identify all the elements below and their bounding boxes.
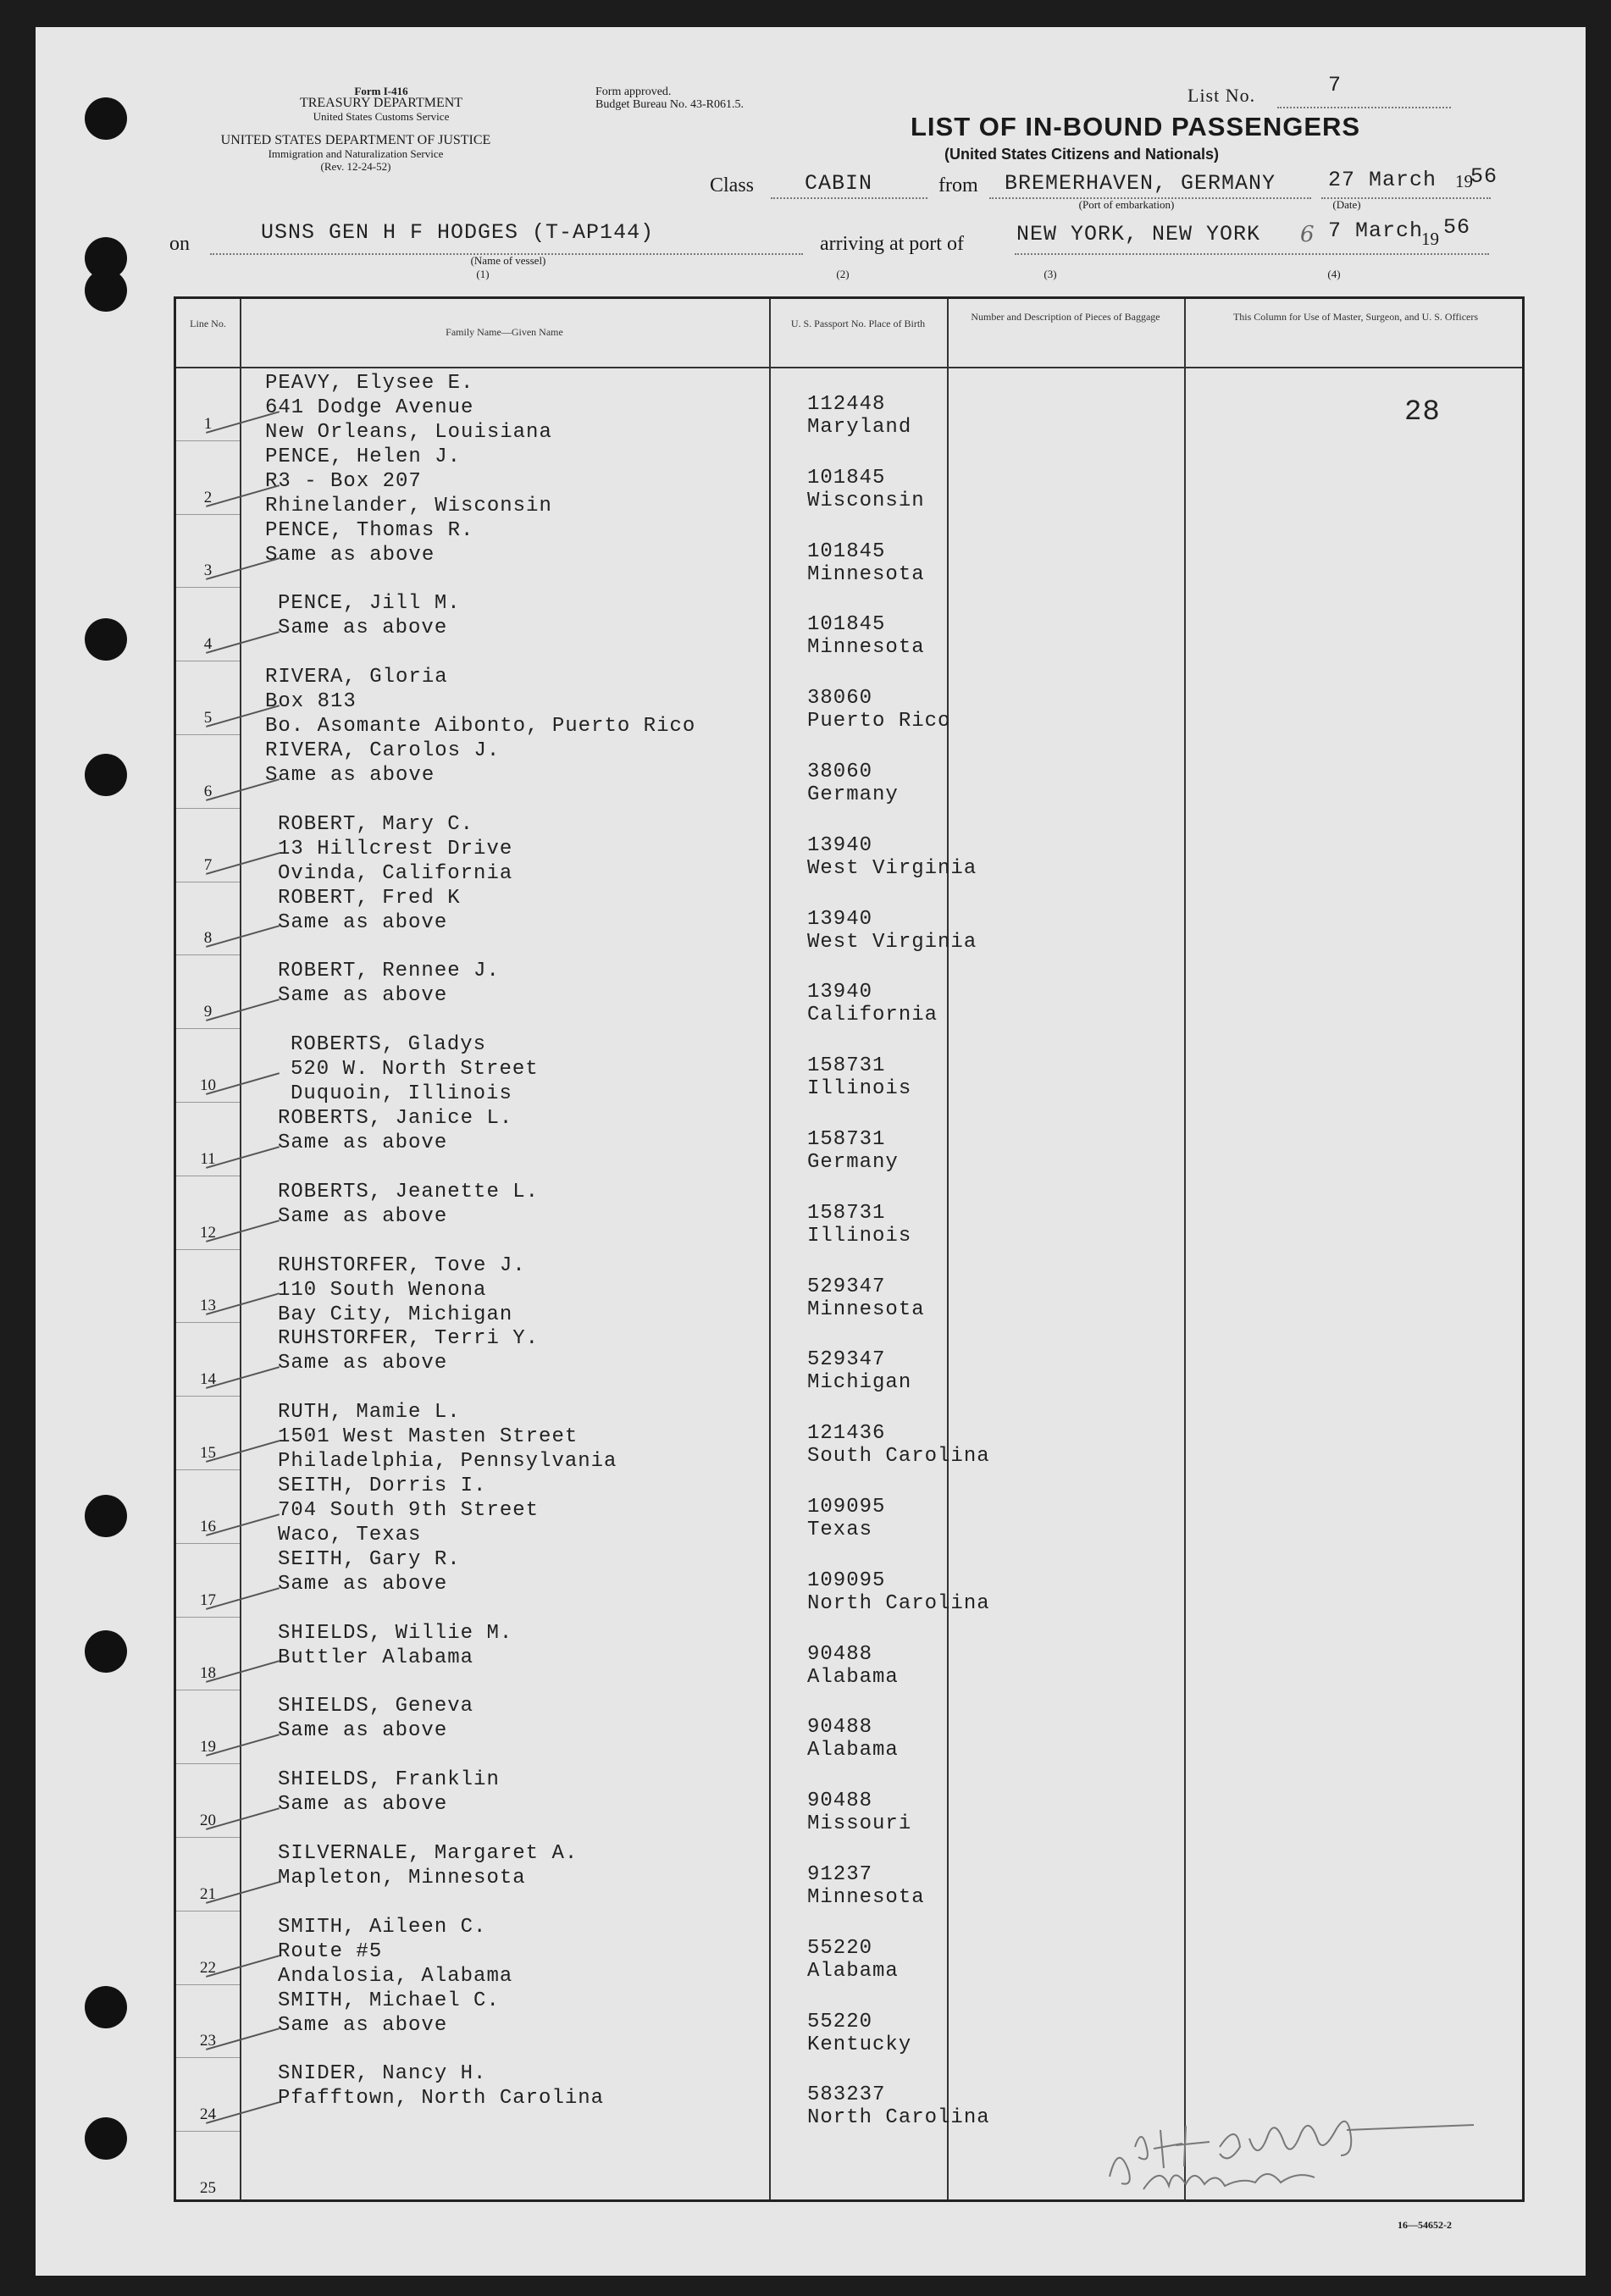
line-number: 22: [200, 1958, 216, 1977]
line-number: 23: [200, 2032, 216, 2050]
justice-dept: UNITED STATES DEPARTMENT OF JUSTICE: [220, 133, 491, 147]
line-number: 6: [203, 782, 213, 800]
arrival-line: [1015, 253, 1489, 255]
form-revision: (Rev. 12-24-52): [320, 160, 391, 173]
passenger-name-address: SMITH, Michael C. Same as above: [278, 1989, 500, 2037]
passport-number: 38060: [807, 761, 873, 783]
passport-number: 583237: [807, 2083, 886, 2107]
birthplace: West Virginia: [807, 856, 977, 880]
header-officers: This Column for Use of Master, Surgeon, and U. S. Officers: [1232, 311, 1479, 323]
header-baggage: Number and Description of Pieces of Baggage: [971, 311, 1160, 323]
passport-number: 158731: [807, 1128, 886, 1151]
row-rule: [176, 514, 240, 515]
col3-caption: (3): [1044, 268, 1057, 280]
passport-number: 529347: [807, 1348, 886, 1372]
passenger-name-address: RIVERA, Carolos J. Same as above: [265, 739, 501, 787]
birthplace: Alabama: [807, 1739, 899, 1762]
row-rule: [176, 1837, 240, 1838]
line-number: 8: [203, 929, 213, 948]
line-number: 18: [200, 1664, 216, 1683]
passenger-name-address: SHIELDS, Geneva Same as above: [278, 1695, 474, 1743]
page-title: LIST OF IN-BOUND PASSENGERS: [911, 112, 1361, 141]
passport-number: 38060: [807, 687, 873, 711]
passenger-name-address: SILVERNALE, Margaret A. Mapleton, Minnesota: [278, 1842, 579, 1889]
passenger-name-address: PEAVY, Elysee E. 641 Dodge Avenue New Orleans, Louisiana: [265, 372, 552, 444]
passenger-name-address: SEITH, Dorris I. 704 South 9th Street Waco, Texas: [278, 1474, 540, 1546]
passport-number: 529347: [807, 1275, 886, 1298]
birthplace: Maryland: [807, 416, 912, 439]
from-value: BREMERHAVEN, GERMANY: [1005, 171, 1276, 196]
line-number: 2: [203, 488, 213, 506]
line-number: 19: [200, 1738, 216, 1757]
birthplace: North Carolina: [807, 1591, 990, 1615]
birthplace: Minnesota: [807, 1886, 925, 1909]
list-no-line: [1277, 107, 1451, 108]
birthplace: Puerto Rico: [807, 710, 951, 733]
row-rule: [176, 1617, 240, 1618]
col4-caption: (4): [1327, 268, 1341, 280]
birthplace: Kentucky: [807, 2033, 912, 2056]
passenger-name-address: SNIDER, Nancy H. Pfafftown, North Carolina: [278, 2062, 605, 2111]
arrival-handwritten-mark: 6: [1300, 222, 1315, 247]
footer-code: 16—54652-2: [1398, 2219, 1452, 2231]
passport-number: 109095: [807, 1568, 886, 1592]
passport-number: 101845: [807, 466, 886, 490]
class-value: CABIN: [805, 171, 873, 196]
binder-hole: [85, 1495, 127, 1537]
passenger-name-address: ROBERTS, Jeanette L. Same as above: [278, 1180, 540, 1228]
row-rule: [176, 1543, 240, 1544]
header-line-no: Line No.: [190, 318, 226, 329]
officer-note: 28: [1404, 396, 1441, 429]
row-rule: [176, 1249, 240, 1250]
birthplace: Germany: [807, 783, 899, 806]
passport-number: 13940: [807, 907, 873, 931]
header-passport: U. S. Passport No. Place of Birth: [790, 318, 926, 329]
departure-year: 56: [1470, 164, 1498, 189]
birthplace: Illinois: [807, 1224, 912, 1248]
passenger-name-address: SEITH, Gary R. Same as above: [278, 1547, 461, 1596]
passenger-name-address: RUTH, Mamie L. 1501 West Masten Street Philadelphia, Pennsylvania: [278, 1401, 617, 1474]
line-number: 17: [200, 1591, 216, 1609]
binder-hole: [85, 618, 127, 661]
line-number: 7: [203, 855, 213, 874]
inspector-signature: [1093, 2096, 1499, 2198]
row-rule: [176, 1469, 240, 1470]
date-caption: (Date): [1332, 198, 1361, 211]
row-rule: [176, 1396, 240, 1397]
passenger-name-address: SHIELDS, Franklin Same as above: [278, 1768, 500, 1817]
birthplace: Michigan: [807, 1371, 912, 1395]
birthplace: Texas: [807, 1519, 873, 1541]
row-rule: [176, 587, 240, 588]
arrival-year: 56: [1443, 215, 1471, 240]
row-rule: [176, 440, 240, 441]
passenger-name-address: ROBERT, Fred K Same as above: [278, 886, 461, 934]
port-caption: (Port of embarkation): [1078, 198, 1175, 211]
passport-number: 158731: [807, 1201, 886, 1225]
line-number: 21: [200, 1884, 216, 1903]
form-approved: Form approved.: [595, 86, 672, 98]
passenger-name-address: PENCE, Thomas R. Same as above: [265, 518, 474, 567]
header-name: Family Name—Given Name: [446, 326, 563, 338]
passport-number: 55220: [807, 1936, 873, 1960]
vessel-name: USNS GEN H F HODGES (T-AP144): [261, 220, 655, 245]
passport-number: 90488: [807, 1790, 873, 1813]
birthplace: Illinois: [807, 1077, 912, 1101]
birthplace: Minnesota: [807, 636, 925, 660]
header-divider: [176, 367, 1522, 368]
passport-number: 121436: [807, 1422, 886, 1446]
passport-number: 55220: [807, 2010, 873, 2033]
row-rule: [176, 1984, 240, 1985]
passport-number: 91237: [807, 1863, 873, 1886]
binder-hole: [85, 97, 127, 140]
birthplace: Germany: [807, 1151, 899, 1174]
line-number: 5: [203, 709, 213, 727]
arrival-date: 7 March: [1328, 219, 1424, 243]
passenger-name-address: RUHSTORFER, Tove J. 110 South Wenona Bay City, Michigan: [278, 1253, 526, 1326]
arrival-century: 19: [1421, 229, 1439, 249]
passport-number: 101845: [807, 539, 886, 563]
row-rule: [176, 2131, 240, 2132]
line-number: 25: [200, 2179, 216, 2197]
on-label: on: [169, 233, 190, 255]
passport-number: 101845: [807, 613, 886, 637]
line-number: 14: [200, 1370, 216, 1389]
treasury-dept: TREASURY DEPARTMENT: [299, 96, 463, 110]
col1-caption: (1): [476, 268, 490, 280]
passport-number: 13940: [807, 833, 873, 857]
column-divider: [1184, 299, 1186, 2199]
row-rule: [176, 2057, 240, 2058]
page-subtitle: (United States Citizens and Nationals): [944, 146, 1220, 163]
birthplace: Minnesota: [807, 562, 925, 586]
binder-hole: [85, 754, 127, 796]
ins-service: Immigration and Naturalization Service: [268, 147, 444, 160]
passenger-name-address: PENCE, Helen J. R3 - Box 207 Rhinelander, Wisconsin: [265, 445, 552, 517]
binder-hole: [85, 1630, 127, 1673]
line-number: 12: [200, 1223, 216, 1242]
birthplace: North Carolina: [807, 2106, 990, 2130]
passenger-name-address: ROBERT, Rennee J. Same as above: [278, 960, 500, 1008]
row-rule: [176, 1028, 240, 1029]
passenger-name-address: ROBERTS, Janice L. Same as above: [278, 1107, 513, 1154]
line-number: 11: [200, 1149, 216, 1168]
arriving-label: arriving at port of: [820, 233, 964, 255]
passenger-name-address: ROBERTS, Gladys 520 W. North Street Duquoin, Illinois: [291, 1033, 539, 1106]
binder-hole: [85, 269, 127, 312]
passport-number: 158731: [807, 1054, 886, 1078]
passenger-table: [174, 296, 1525, 2202]
birthplace: West Virginia: [807, 930, 977, 954]
line-number: 1: [203, 414, 213, 433]
vessel-caption: (Name of vessel): [470, 254, 546, 267]
row-rule: [176, 1322, 240, 1323]
line-number: 24: [200, 2105, 216, 2124]
passenger-name-address: RUHSTORFER, Terri Y. Same as above: [278, 1327, 540, 1375]
birthplace: Wisconsin: [807, 489, 925, 512]
row-rule: [176, 954, 240, 955]
column-divider: [769, 299, 771, 2199]
passenger-name-address: SMITH, Aileen C. Route #5 Andalosia, Alabama: [278, 1915, 513, 1988]
line-number: 13: [200, 1297, 216, 1315]
customs-service: United States Customs Service: [313, 110, 450, 123]
birthplace: Alabama: [807, 1665, 899, 1689]
birthplace: Missouri: [807, 1812, 912, 1836]
departure-century: 19: [1455, 171, 1473, 191]
passenger-name-address: ROBERT, Mary C. 13 Hillcrest Drive Ovinda, California: [278, 812, 513, 885]
list-no-label: List No.: [1187, 85, 1256, 106]
class-line: [771, 197, 927, 199]
departure-date: 27 March: [1328, 168, 1437, 192]
passport-number: 112448: [807, 393, 886, 416]
binder-hole: [85, 2117, 127, 2160]
list-no-value: 7: [1328, 73, 1342, 97]
row-rule: [176, 734, 240, 735]
birthplace: Alabama: [807, 1959, 899, 1983]
row-rule: [176, 808, 240, 809]
row-rule: [176, 1763, 240, 1764]
passenger-name-address: PENCE, Jill M. Same as above: [278, 592, 461, 640]
arrival-port: NEW YORK, NEW YORK: [1016, 222, 1261, 246]
passport-number: 90488: [807, 1716, 873, 1740]
line-number: 16: [200, 1517, 216, 1535]
budget-bureau: Budget Bureau No. 43-R061.5.: [595, 98, 744, 111]
class-label: Class: [710, 174, 755, 196]
col2-caption: (2): [836, 268, 850, 280]
passport-number: 90488: [807, 1642, 873, 1666]
line-number: 10: [200, 1076, 216, 1094]
line-number: 4: [203, 635, 213, 654]
birthplace: South Carolina: [807, 1445, 990, 1469]
passport-number: 13940: [807, 981, 873, 1004]
from-label: from: [938, 174, 978, 196]
line-number: 20: [200, 1812, 216, 1829]
line-number: 9: [203, 1003, 213, 1021]
passport-number: 109095: [807, 1496, 886, 1519]
line-number: 3: [203, 562, 213, 580]
line-number: 15: [200, 1444, 216, 1462]
column-divider: [240, 299, 241, 2199]
passenger-name-address: SHIELDS, Willie M. Buttler Alabama: [278, 1621, 513, 1669]
form-number: Form I-416: [354, 85, 408, 97]
birthplace: Minnesota: [807, 1297, 925, 1321]
binder-hole: [85, 1986, 127, 2028]
birthplace: California: [807, 1004, 938, 1027]
column-divider: [947, 299, 949, 2199]
passenger-name-address: RIVERA, Gloria Box 813 Bo. Asomante Aibonto, Puerto Rico: [265, 666, 696, 739]
row-rule: [176, 1102, 240, 1103]
